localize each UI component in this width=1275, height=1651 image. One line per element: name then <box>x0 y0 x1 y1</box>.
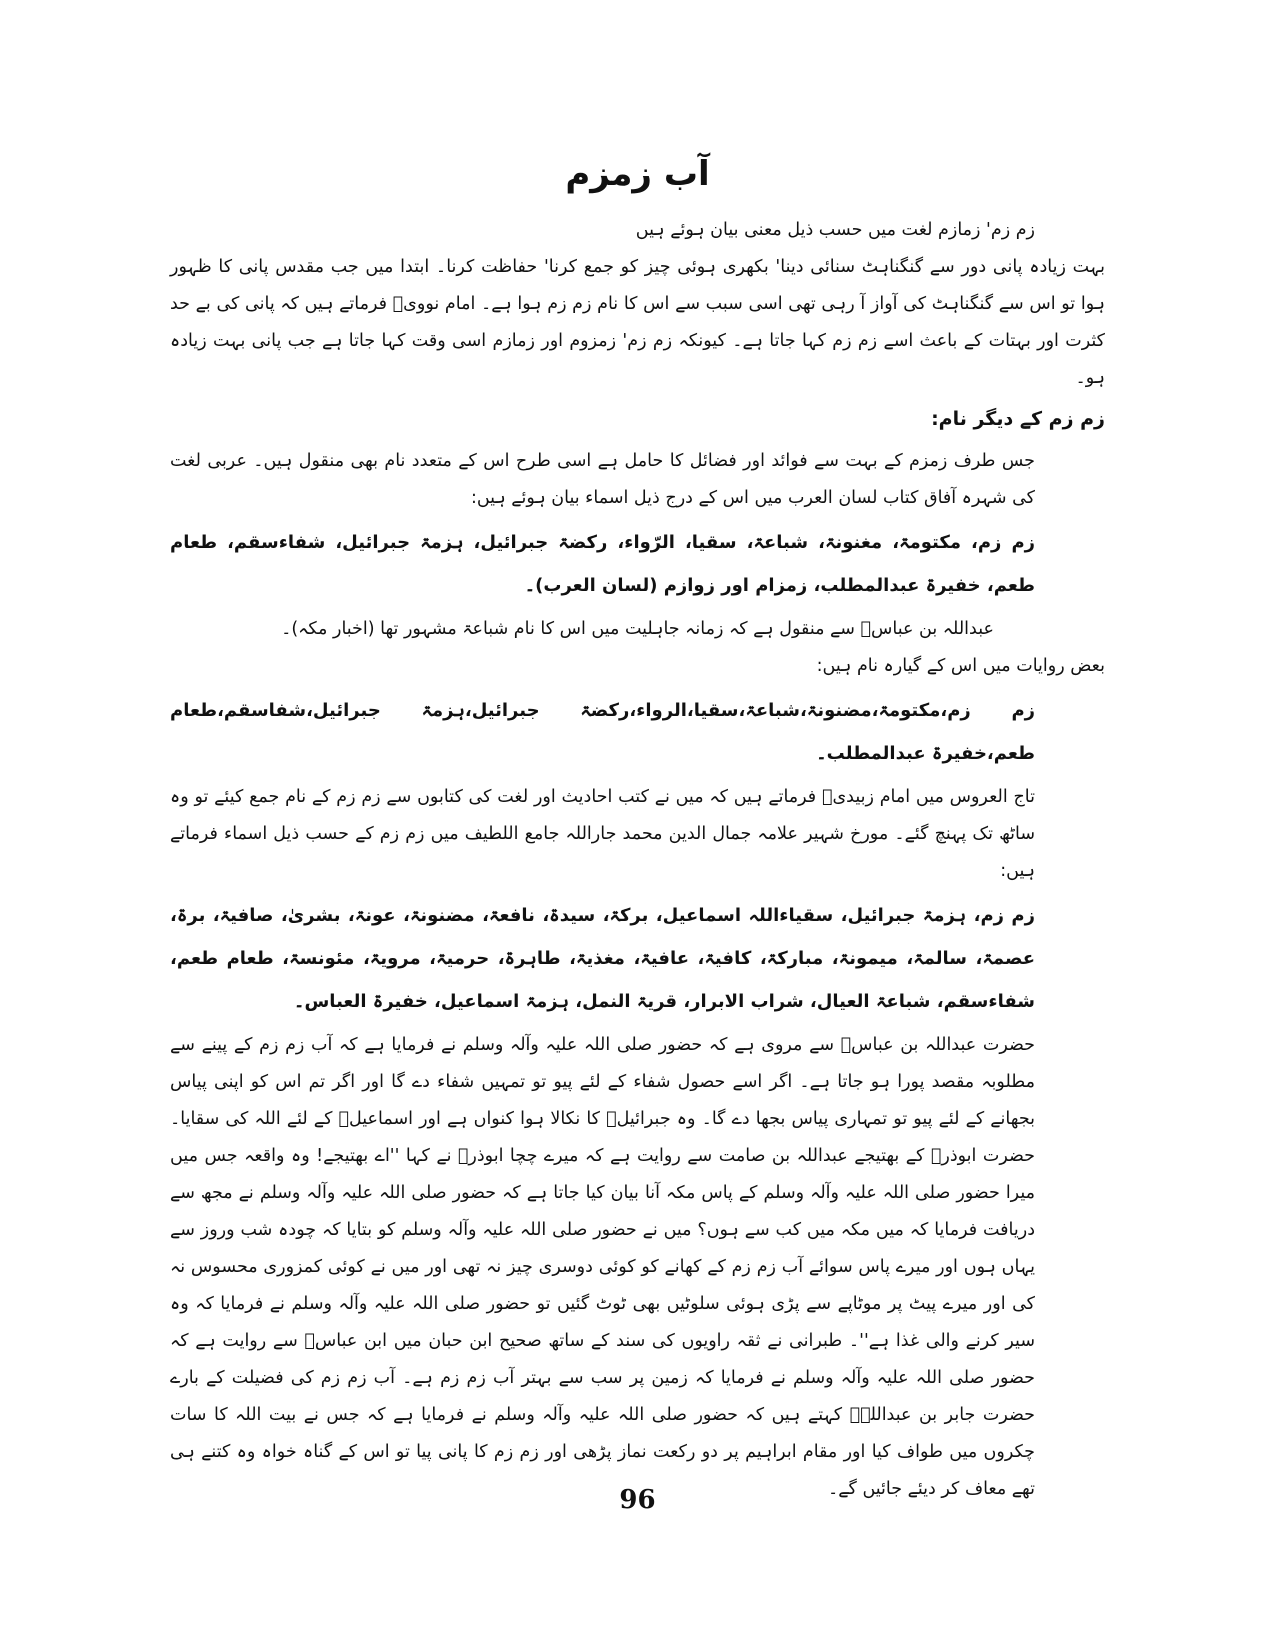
page-number: 96 <box>619 1485 656 1515</box>
ibn-abbas-note: عبداللہ بن عباسؓ سے منقول ہے کہ زمانہ جاہلیت میں اس کا نام شباعۃ مشہور تھا (اخبار مکہ)۔ <box>281 619 994 639</box>
taj-al-uroos-paragraph: تاج العروس میں امام زبیدیؒ فرماتے ہیں کہ میں نے کتب احادیث اور لغت کی کتابوں سے زم زم کے نام جمع کیئے تو وہ ساٹھ تک پہنچ گئے۔ مورخ شہیر علامہ جمال الدین محمد جاراللہ جامع اللطیف میں زم زم کے حسب ذیل اسماء فرماتے ہیں: <box>170 787 1035 881</box>
page-content <box>170 150 1105 1508</box>
page-title: آب زمزم <box>565 154 710 194</box>
names-list-sixty: زم زم، ہزمۃ جبرائیل، سقیاءاللہ اسماعیل، برکۃ، سیدۃ، نافعۃ، مضنونۃ، عونۃ، بشریٰ، صافیۃ، برۃ، عصمۃ، سالمۃ، میمونۃ، مبارکۃ، کافیۃ، عافیۃ، مغذیۃ، طاہرۃ، حرمیۃ، مرویۃ، مئونسۃ، طعام طعم، شفاءسقم، شباعۃ العیال، شراب الابرار، قریۃ النمل، ہزمۃ اسماعیل، خفیرۃ العباس۔ <box>170 905 1035 1012</box>
eleven-names-heading: بعض روایات میں اس کے گیارہ نام ہیں: <box>816 656 1105 676</box>
names-list-lisan-al-arab: زم زم، مکتومۃ، مغنونۃ، شباعۃ، سقیا، الرّواء، رکضۃ جبرائیل، ہزمۃ جبرائیل، شفاءسقم، طعام طعم، خفیرۃ عبدالمطلب، زمزام اور زوازم (لسان العرب)۔ <box>170 532 1035 596</box>
names-intro-paragraph: جس طرف زمزم کے بہت سے فوائد اور فضائل کا حامل ہے اسی طرح اس کے متعدد نام بھی منقول ہیں۔ عربی لغت کی شہرہ آفاق کتاب لسان العرب میں اس کے درج ذیل اسماء بیان ہوئے ہیں: <box>170 451 1035 508</box>
meaning-paragraph: بہت زیادہ پانی دور سے گنگناہٹ سنائی دینا' بکھری ہوئی چیز کو جمع کرنا' حفاظت کرنا۔ ابتدا میں جب مقدس پانی کا ظہور ہوا تو اس سے گنگناہٹ کی آواز آ رہی تھی اسی سبب سے اس کا نام زم زم ہوا ہے۔ امام نوویؒ فرماتے ہیں کہ پانی کی بے حد کثرت اور بہتات کے باعث اسے زم زم کہا جاتا ہے۔ کیونکہ زم زم' زمزوم اور زمازم اسی وقت کہا جاتا ہے جب پانی بہت زیادہ ہو۔ <box>170 257 1105 388</box>
intro-paragraph: زم زم' زمازم لغت میں حسب ذیل معنی بیان ہوئے ہیں <box>635 220 1035 240</box>
section-heading-other-names: زم زم کے دیگر نام: <box>931 408 1105 430</box>
names-list-eleven: زم زم،مکتومۃ،مضنونۃ،شباعۃ،سقیا،الرواء،رکضۃ جبرائیل،ہزمۃ جبرائیل،شفاسقم،طعام طعم،خفیرۃ عبدالمطلب۔ <box>170 700 1035 764</box>
hadith-paragraph: حضرت عبداللہ بن عباسؓ سے مروی ہے کہ حضور صلی اللہ علیہ وآلہ وسلم نے فرمایا ہے کہ آب زم زم کے پینے سے مطلوبہ مقصد پورا ہو جاتا ہے۔ اگر اسے حصول شفاء کے لئے پیو تو تمہیں شفاء دے گا اور اگر تم اس کو اپنی پیاس بجھانے کے لئے پیو تو تمہاری پیاس بجھا دے گا۔ وہ جبرائیلؑ کا نکالا ہوا کنواں ہے اور اسماعیلؑ کے لئے اللہ کی سقایا۔ حضرت ابوذرؓ کے بھتیجے عبداللہ بن صامت سے روایت ہے کہ میرے چچا ابوذرؓ نے کہا ''اے بھتیجے! وہ واقعہ جس میں میرا حضور صلی اللہ علیہ وآلہ وسلم کے پاس مکہ آنا بیان کیا جاتا ہے کہ حضور صلی اللہ علیہ وآلہ وسلم نے مجھ سے دریافت فرمایا کہ میں مکہ میں کب سے ہوں؟ میں نے حضور صلی اللہ علیہ وآلہ وسلم کو بتایا کہ چودہ شب وروز سے یہاں ہوں اور میرے پاس سوائے آب زم زم کے کھانے کو کوئی دوسری چیز نہ تھی اور میں نے کوئی کمزوری محسوس نہ کی اور میرے پیٹ پر موٹاپے سے پڑی ہوئی سلوٹیں بھی ٹوٹ گئیں تو حضور صلی اللہ علیہ وآلہ وسلم نے فرمایا کہ وہ سیر کرنے والی غذا ہے''۔ طبرانی نے ثقہ راویوں کی سند کے ساتھ صحیح ابن حبان میں ابن عباسؓ سے روایت ہے کہ حضور صلی اللہ علیہ وآلہ وسلم نے فرمایا کہ زمین پر سب سے بہتر آب زم زم ہے۔ آب زم زم کی فضیلت کے بارے حضرت جابر بن عبداللہؓ کہتے ہیں کہ حضور صلی اللہ علیہ وآلہ وسلم نے فرمایا ہے کہ جس نے بیت اللہ کا سات چکروں میں طواف کیا اور مقام ابراہیم پر دو رکعت نماز پڑھی اور زم زم کا پانی پیا تو اس کے گناہ خواہ وہ کتنے ہی تھے معاف کر دیئے جائیں گے۔ <box>170 1035 1035 1499</box>
